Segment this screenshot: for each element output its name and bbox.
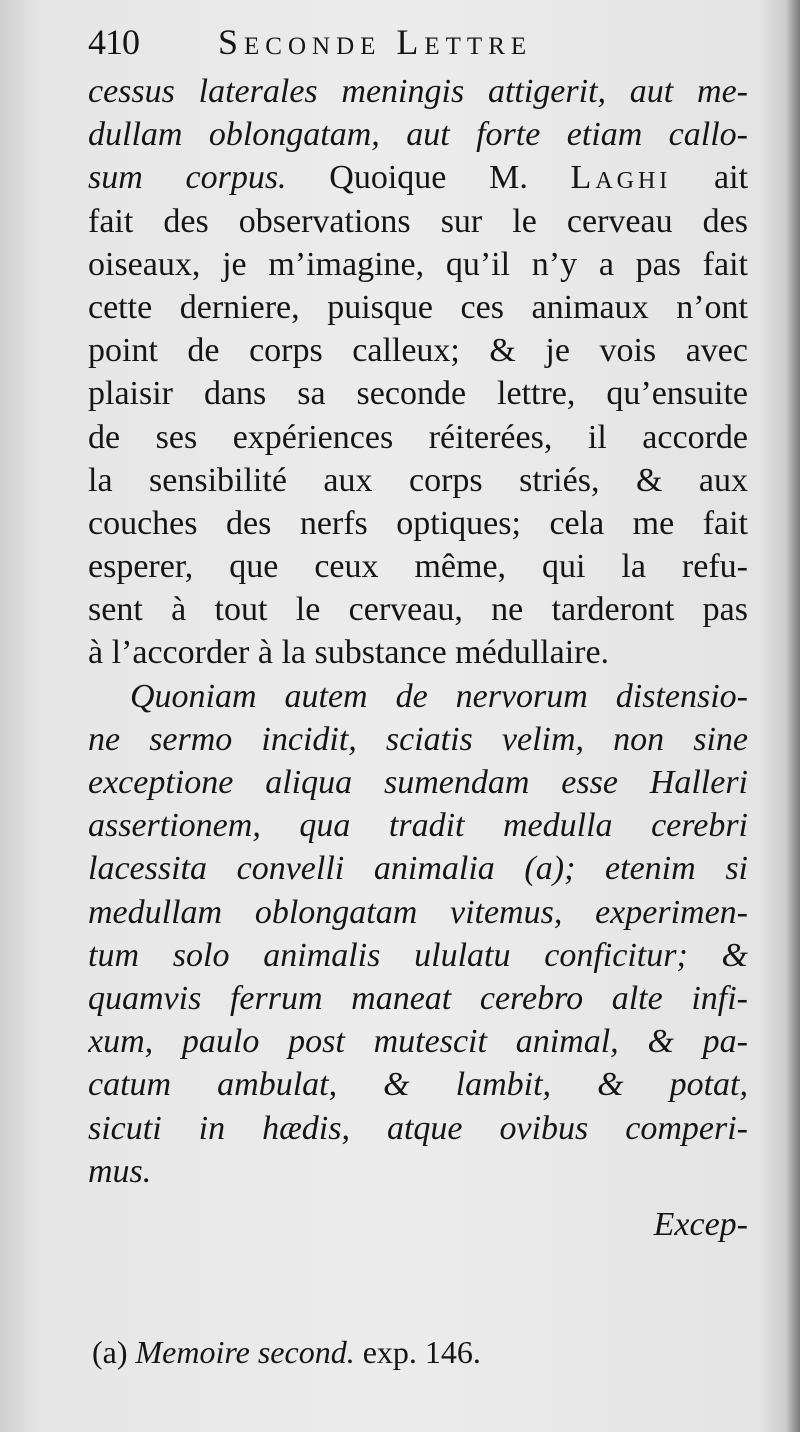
- text-line: [88, 631, 748, 674]
- text-segment: lacessita convelli animalia (a); etenim si: [88, 850, 748, 888]
- text-line: [88, 113, 748, 156]
- text-segment: ait: [671, 159, 748, 197]
- text-segment: la sensibilité aux corps striés, & aux: [88, 461, 748, 499]
- text-line: [88, 329, 748, 372]
- text-line: [88, 459, 748, 502]
- footnote-marker: (a): [92, 1334, 128, 1370]
- text-segment: dullam oblongatam, aut forte etiam callo-: [88, 116, 748, 154]
- text-line: [88, 70, 748, 113]
- text-segment: à l’accorder à la substance médullaire.: [88, 634, 610, 672]
- text-line: [88, 718, 748, 761]
- page-body-text: [88, 70, 748, 1246]
- footnote: [92, 1330, 732, 1374]
- text-line: [88, 1107, 748, 1150]
- text-line: [88, 502, 748, 545]
- text-line: [88, 761, 748, 804]
- page-number: 410: [88, 22, 139, 62]
- text-segment: Quoique M.: [329, 159, 571, 197]
- text-line: [88, 1063, 748, 1106]
- text-segment: tum solo animalis ululatu conficitur; &: [88, 936, 748, 974]
- text-line: [88, 847, 748, 890]
- text-line: [88, 1150, 748, 1193]
- text-segment: fait des observations sur le cerveau des: [88, 202, 748, 240]
- text-line: [88, 416, 748, 459]
- text-segment: oiseaux, je m’imagine, qu’il n’y a pas fait: [88, 245, 748, 283]
- text-segment: xum, paulo post mutescit animal, & pa-: [88, 1023, 748, 1061]
- footnote-reference: exp. 146.: [362, 1334, 481, 1370]
- text-segment: plaisir dans sa seconde lettre, qu’ensuite: [88, 375, 748, 413]
- text-segment: point de corps calleux; & je vois avec: [88, 332, 748, 370]
- text-segment: catum ambulat, & lambit, & potat,: [88, 1066, 748, 1104]
- text-line: [88, 156, 748, 199]
- footnote-source: Memoire second.: [135, 1334, 355, 1370]
- running-header: [88, 18, 748, 66]
- text-line: [88, 200, 748, 243]
- text-segment: exceptione aliqua sumendam esse Halleri: [88, 764, 748, 801]
- running-title: Seconde Lettre: [218, 22, 533, 62]
- text-segment: mus.: [88, 1152, 152, 1190]
- text-segment: sent à tout le cerveau, ne tarderont pas: [88, 591, 748, 629]
- text-line: [88, 286, 748, 329]
- text-segment: sum corpus.: [88, 159, 330, 197]
- text-segment: assertionem, qua tradit medulla cerebri: [88, 807, 748, 845]
- text-segment: cessus laterales meningis attigerit, aut me-: [88, 73, 748, 110]
- text-segment: sicuti in hædis, atque ovibus comperi-: [88, 1109, 748, 1147]
- text-segment: couches des nerfs optiques; cela me fait: [88, 504, 748, 542]
- text-line: [88, 977, 748, 1020]
- text-segment: medullam oblongatam vitemus, experimen-: [88, 893, 748, 931]
- text-segment: esperer, que ceux même, qui la refu-: [88, 548, 748, 586]
- text-segment: cette derniere, puisque ces animaux n’ont: [88, 288, 748, 326]
- text-segment: ne sermo incidit, sciatis velim, non sine: [88, 720, 748, 758]
- text-line: [88, 588, 748, 631]
- text-segment: Quoniam autem de nervorum distensio-: [130, 677, 748, 715]
- text-line: [88, 1020, 748, 1063]
- text-line: [88, 545, 748, 588]
- text-segment: quamvis ferrum maneat cerebro alte infi-: [88, 979, 748, 1017]
- page-gutter-shadow: [786, 0, 800, 1432]
- catchword: Excep-: [653, 1205, 748, 1243]
- text-segment: Laghi: [570, 159, 672, 197]
- text-line: [88, 372, 748, 415]
- text-line: [88, 243, 748, 286]
- text-line: [88, 675, 748, 718]
- text-line: [88, 891, 748, 934]
- text-line: [88, 804, 748, 847]
- text-segment: de ses expériences réiterées, il accorde: [88, 418, 748, 456]
- text-line: [88, 934, 748, 977]
